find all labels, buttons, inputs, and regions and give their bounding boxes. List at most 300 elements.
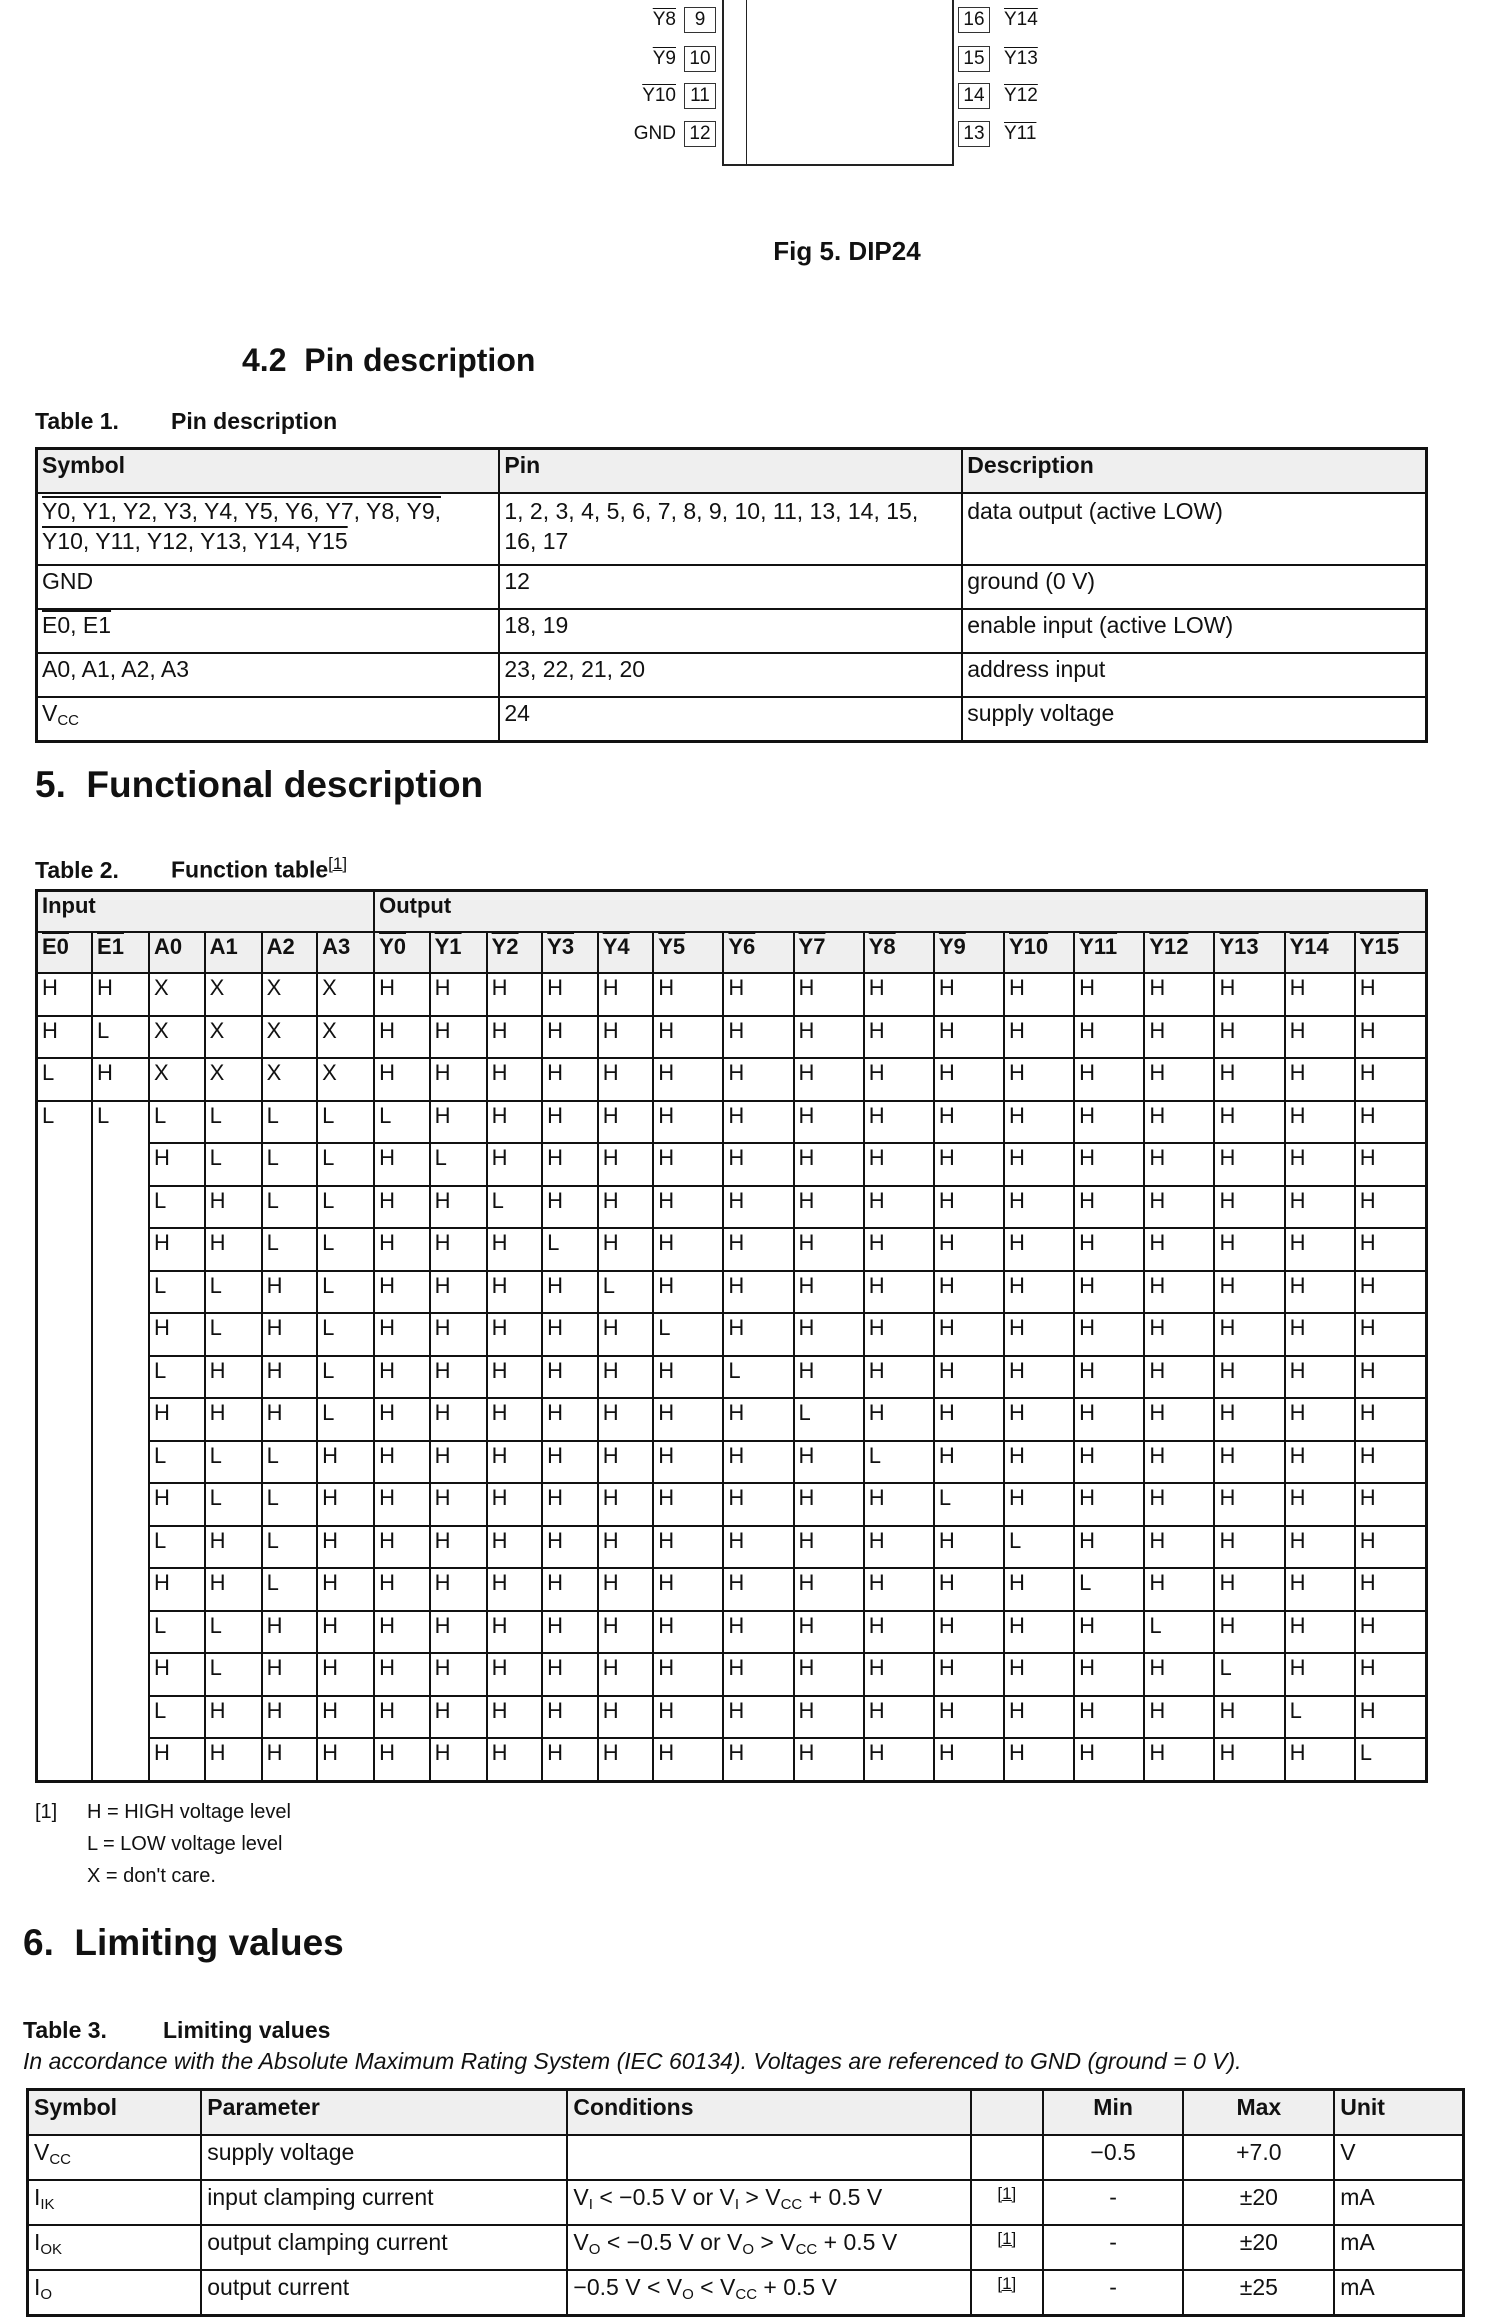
header-symbol: Symbol: [28, 2090, 202, 2136]
table-cell: H: [374, 1186, 430, 1229]
table-cell: H: [653, 1356, 723, 1399]
table-cell: X: [262, 1058, 318, 1101]
table-cell: H: [262, 1738, 318, 1781]
table-cell: H: [934, 1313, 1004, 1356]
table-cell: H: [1355, 973, 1427, 1016]
table-cell: H: [723, 1271, 793, 1314]
table-cell: H: [1355, 1228, 1427, 1271]
table-cell: H: [653, 1441, 723, 1484]
table-cell: H: [430, 1186, 487, 1229]
pin-label: Y12: [1004, 85, 1038, 106]
table-cell: H: [1004, 1441, 1074, 1484]
table-title: Limiting values: [163, 2017, 331, 2043]
pin-cell: 18, 19: [499, 609, 962, 653]
table-cell: H: [1355, 1271, 1427, 1314]
table-cell: H: [205, 1696, 262, 1739]
table-cell: H: [542, 1271, 598, 1314]
footnote-link[interactable]: [1]: [997, 2184, 1017, 2203]
table-cell: H: [542, 1313, 598, 1356]
table-cell: H: [1004, 1271, 1074, 1314]
table-cell: H: [1355, 1058, 1427, 1101]
table-cell: H: [262, 1271, 318, 1314]
table-cell: H: [1004, 1016, 1074, 1059]
table-cell: H: [1355, 1101, 1427, 1144]
table-cell: L: [317, 1398, 374, 1441]
footnote-link[interactable]: [1]: [328, 854, 348, 873]
table-cell: H: [1355, 1568, 1427, 1611]
table-row: [28, 2225, 1464, 2270]
table-cell: H: [430, 973, 487, 1016]
table-cell: H: [1074, 1483, 1144, 1526]
table-cell: H: [487, 1271, 543, 1314]
symbol-subscript: OK: [40, 2241, 63, 2258]
header-min: Min: [1043, 2090, 1184, 2136]
table-cell: L: [149, 1271, 205, 1314]
header-e0: E0: [37, 932, 93, 973]
unit-cell: mA: [1334, 2270, 1463, 2316]
subscript: CC: [795, 2241, 818, 2258]
table-cell: H: [934, 1186, 1004, 1229]
table-cell: H: [149, 1143, 205, 1186]
table-cell: H: [205, 1186, 262, 1229]
table-cell: H: [794, 1143, 864, 1186]
table-cell: H: [487, 1653, 543, 1696]
table-header-row: [28, 2090, 1464, 2136]
table-cell: H: [1144, 1186, 1214, 1229]
table-cell: H: [1285, 1313, 1355, 1356]
pin-label: Y14: [1004, 9, 1038, 30]
table-cell: H: [1214, 1356, 1284, 1399]
table-cell: H: [1074, 1611, 1144, 1654]
pin-number-box: 9: [684, 7, 716, 33]
pin-cell: 12: [499, 565, 962, 609]
pin-number-box: 16: [958, 7, 990, 33]
table-cell: L: [317, 1271, 374, 1314]
table-cell: H: [374, 1228, 430, 1271]
symbol-cell: [37, 609, 500, 653]
table-cell: H: [205, 1526, 262, 1569]
table-cell: H: [653, 1058, 723, 1101]
table-cell: H: [794, 1101, 864, 1144]
table-row: [37, 1058, 1427, 1101]
table-cell: H: [794, 1186, 864, 1229]
note-cell: [971, 2270, 1043, 2316]
table-cell: L: [598, 1271, 654, 1314]
table-cell: H: [1214, 1228, 1284, 1271]
description-cell: address input: [962, 653, 1426, 697]
description-cell: ground (0 V): [962, 565, 1426, 609]
table-cell: H: [1074, 1143, 1144, 1186]
table-cell: H: [37, 973, 93, 1016]
table-cell: L: [317, 1313, 374, 1356]
header-y4: Y4: [598, 932, 654, 973]
table-cell: H: [598, 1356, 654, 1399]
header-y8: Y8: [864, 932, 934, 973]
table-cell: L: [92, 1016, 149, 1059]
table-cell: H: [317, 1696, 374, 1739]
table-cell: L: [205, 1441, 262, 1484]
pin-cell: 24: [499, 697, 962, 742]
table-cell: H: [374, 1356, 430, 1399]
table-cell: H: [1074, 1653, 1144, 1696]
table-row: [37, 1483, 1427, 1526]
table-cell: H: [653, 1186, 723, 1229]
table-cell: H: [794, 1313, 864, 1356]
table-cell: H: [723, 1738, 793, 1781]
table-cell: H: [317, 1738, 374, 1781]
table-header-row: [37, 449, 1427, 494]
table-cell: H: [934, 1356, 1004, 1399]
table-cell: L: [205, 1653, 262, 1696]
table-cell: H: [149, 1738, 205, 1781]
header-conditions: Conditions: [567, 2090, 971, 2136]
table-cell: H: [1144, 1143, 1214, 1186]
subscript: O: [588, 2241, 601, 2258]
table-row: [37, 1568, 1427, 1611]
table-cell: H: [1285, 1441, 1355, 1484]
table-cell: H: [374, 1016, 430, 1059]
table-cell: H: [205, 1738, 262, 1781]
table-cell: H: [598, 1738, 654, 1781]
pin-line2: 16, 17: [504, 528, 569, 554]
symbol-text: V: [42, 700, 58, 726]
table-cell: H: [1285, 1526, 1355, 1569]
table-cell: H: [1355, 1186, 1427, 1229]
table-cell: H: [598, 1398, 654, 1441]
header-symbol: Symbol: [37, 449, 500, 494]
table-cell: H: [1004, 1653, 1074, 1696]
table-cell: H: [1214, 1143, 1284, 1186]
table-cell: H: [374, 1696, 430, 1739]
subscript: O: [742, 2241, 755, 2258]
table-cell: H: [864, 1228, 934, 1271]
table-cell: H: [934, 1143, 1004, 1186]
table-cell: H: [1074, 1186, 1144, 1229]
table-cell: H: [149, 1228, 205, 1271]
table-cell: H: [723, 973, 793, 1016]
table-cell: H: [374, 1143, 430, 1186]
table-cell: H: [653, 1696, 723, 1739]
table-cell: H: [934, 1271, 1004, 1314]
table-cell: H: [653, 1483, 723, 1526]
table-cell: H: [598, 973, 654, 1016]
figure-caption: Fig 5. DIP24: [773, 236, 921, 266]
pin-number-box: 13: [958, 121, 990, 147]
section-number: 5.: [35, 764, 66, 805]
table-cell: H: [934, 1696, 1004, 1739]
table-cell: H: [1355, 1526, 1427, 1569]
table-cell: H: [317, 1568, 374, 1611]
header-unit: Unit: [1334, 2090, 1463, 2136]
min-cell: −0.5: [1043, 2135, 1184, 2180]
table-row: [37, 1738, 1427, 1781]
table-cell: H: [430, 1101, 487, 1144]
table-cell: H: [864, 1611, 934, 1654]
table-cell: H: [1144, 1738, 1214, 1781]
table-cell: X: [205, 1016, 262, 1059]
table-cell: H: [374, 1058, 430, 1101]
conditions-cell: [567, 2135, 971, 2180]
header-y11: Y11: [1074, 932, 1144, 973]
table-cell: H: [1214, 1271, 1284, 1314]
table-cell: H: [653, 1228, 723, 1271]
table-cell: H: [598, 1441, 654, 1484]
function-table: [35, 889, 1428, 1783]
table-cell: H: [149, 1568, 205, 1611]
pin-label: Y13: [1004, 48, 1038, 69]
pin-label: GND: [633, 123, 676, 144]
footnote-link[interactable]: [1]: [997, 2229, 1017, 2248]
subscript: I: [588, 2196, 593, 2213]
table-cell: H: [1004, 1058, 1074, 1101]
table-cell: H: [864, 1186, 934, 1229]
table-cell: H: [542, 1398, 598, 1441]
footnote-marker: [1]: [35, 1801, 58, 1823]
table-cell: H: [934, 1016, 1004, 1059]
table2-footnotes: [35, 1796, 291, 1892]
table-cell: H: [934, 1568, 1004, 1611]
table-cell: H: [487, 1398, 543, 1441]
table-cell: H: [723, 1696, 793, 1739]
header-y1: Y1: [430, 932, 487, 973]
conditions-cell: $V_I < -0.5$ V or $V_I > V_{CC} + 0.5$ V: [567, 2180, 971, 2225]
table-cell: L: [205, 1483, 262, 1526]
section-number: 6.: [23, 1922, 54, 1963]
table-cell: H: [430, 1653, 487, 1696]
table-cell: H: [1214, 1313, 1284, 1356]
table-cell: H: [1214, 973, 1284, 1016]
table-cell: H: [1144, 1568, 1214, 1611]
table-cell: H: [794, 1611, 864, 1654]
table-cell: H: [598, 1313, 654, 1356]
table-cell: H: [794, 1016, 864, 1059]
table-cell: H: [1214, 1568, 1284, 1611]
table-cell: X: [205, 1058, 262, 1101]
header-y5: Y5: [653, 932, 723, 973]
table-cell: H: [430, 1356, 487, 1399]
table-cell: H: [542, 1441, 598, 1484]
subscript: CC: [780, 2196, 803, 2213]
table-cell: L: [262, 1101, 318, 1144]
table-cell: H: [794, 1653, 864, 1696]
table-cell: H: [542, 1653, 598, 1696]
section-number: 4.2: [242, 342, 287, 378]
table-cell: H: [794, 1526, 864, 1569]
symbol-cell: $I_{OK}$: [28, 2225, 202, 2270]
note-cell: [971, 2180, 1043, 2225]
header-a2: A2: [262, 932, 318, 973]
table-cell: L: [317, 1101, 374, 1144]
pin-description-table: [35, 447, 1428, 743]
table-cell: H: [1074, 973, 1144, 1016]
header-description: Description: [962, 449, 1426, 494]
table-cell: H: [262, 1611, 318, 1654]
table-cell: X: [149, 973, 205, 1016]
table-cell: H: [1144, 1016, 1214, 1059]
table-cell: H: [1214, 1186, 1284, 1229]
table-row: [37, 1526, 1427, 1569]
table-cell: L: [1355, 1738, 1427, 1781]
table-cell: L: [430, 1143, 487, 1186]
table-cell: H: [723, 1568, 793, 1611]
table-row: [37, 1653, 1427, 1696]
table-row: [37, 609, 1427, 653]
table-cell: H: [374, 1398, 430, 1441]
table-cell: H: [1214, 1398, 1284, 1441]
table-cell: H: [1355, 1653, 1427, 1696]
table-label: Table 3.: [23, 2017, 107, 2043]
table-cell: H: [1285, 973, 1355, 1016]
table-cell: H: [1004, 1696, 1074, 1739]
table-cell: H: [1144, 1398, 1214, 1441]
table-cell: H: [1004, 1143, 1074, 1186]
table-cell: H: [598, 1101, 654, 1144]
table-cell: H: [1074, 1738, 1144, 1781]
table-cell: H: [1004, 1356, 1074, 1399]
table-cell: H: [542, 1611, 598, 1654]
min-cell: -: [1043, 2270, 1184, 2316]
header-y13: Y13: [1214, 932, 1284, 973]
section-heading-6: [23, 1922, 344, 1964]
table-cell: L: [864, 1441, 934, 1484]
table-cell: L: [262, 1186, 318, 1229]
header-y10: Y10: [1004, 932, 1074, 973]
table-cell: L: [205, 1313, 262, 1356]
section-heading-4-2: [242, 342, 535, 379]
table-cell: H: [864, 1568, 934, 1611]
table-cell: H: [934, 1653, 1004, 1696]
table-cell: H: [487, 1526, 543, 1569]
header-y3: Y3: [542, 932, 598, 973]
table-cell: H: [598, 1016, 654, 1059]
table-cell: H: [487, 1568, 543, 1611]
table-cell: H: [1144, 1526, 1214, 1569]
table-cell: L: [262, 1483, 318, 1526]
table-cell: H: [262, 1696, 318, 1739]
table-cell: H: [374, 1653, 430, 1696]
table-cell: H: [864, 1738, 934, 1781]
limiting-values-table: [26, 2088, 1465, 2317]
table-cell: H: [598, 1483, 654, 1526]
table-cell: H: [723, 1441, 793, 1484]
header-input: Input: [37, 891, 375, 933]
e1-merged-cell: L: [92, 1101, 149, 1782]
table-cell: H: [487, 1611, 543, 1654]
table-cell: H: [262, 1653, 318, 1696]
table-cell: H: [598, 1143, 654, 1186]
table-cell: H: [723, 1058, 793, 1101]
table-cell: H: [487, 1696, 543, 1739]
table-cell: H: [542, 973, 598, 1016]
table-cell: H: [723, 1398, 793, 1441]
table-cell: H: [598, 1186, 654, 1229]
table-cell: H: [934, 973, 1004, 1016]
table-cell: L: [262, 1228, 318, 1271]
table-cell: L: [262, 1143, 318, 1186]
table-cell: H: [542, 1568, 598, 1611]
conditions-cell: $V_O < -0.5$ V or $V_O > V_{CC} + 0.5$ V: [567, 2225, 971, 2270]
table-cell: H: [864, 1101, 934, 1144]
symbol-subscript: O: [40, 2286, 53, 2303]
table-cell: H: [430, 1228, 487, 1271]
table-label: Table 1.: [35, 408, 119, 434]
table-cell: H: [487, 1441, 543, 1484]
table-cell: H: [1074, 1356, 1144, 1399]
table-cell: H: [653, 1653, 723, 1696]
note-cell: [971, 2225, 1043, 2270]
table-cell: H: [864, 1398, 934, 1441]
table-cell: H: [653, 1101, 723, 1144]
footnote-link[interactable]: [1]: [997, 2274, 1017, 2293]
table-cell: H: [653, 1398, 723, 1441]
table-cell: H: [794, 1356, 864, 1399]
table-cell: L: [317, 1356, 374, 1399]
table-cell: H: [1004, 1738, 1074, 1781]
header-a3: A3: [317, 932, 374, 973]
table-row: [37, 697, 1427, 742]
table-row: [37, 1356, 1427, 1399]
table-cell: H: [1214, 1526, 1284, 1569]
header-pin: Pin: [499, 449, 962, 494]
table-row: [37, 653, 1427, 697]
symbol-cell: $V_{CC}$: [28, 2135, 202, 2180]
table-cell: H: [374, 973, 430, 1016]
table-cell: H: [374, 1441, 430, 1484]
table-cell: H: [542, 1101, 598, 1144]
table-cell: H: [149, 1313, 205, 1356]
table-row: [28, 2270, 1464, 2316]
table-cell: H: [1144, 1483, 1214, 1526]
table1-caption: [35, 408, 337, 435]
table-cell: H: [1355, 1441, 1427, 1484]
table-cell: H: [1004, 1186, 1074, 1229]
table-cell: H: [934, 1738, 1004, 1781]
table-cell: H: [1285, 1186, 1355, 1229]
table-cell: H: [864, 1526, 934, 1569]
header-a0: A0: [149, 932, 205, 973]
table-cell: H: [723, 1611, 793, 1654]
table-cell: H: [1355, 1483, 1427, 1526]
table-cell: H: [723, 1228, 793, 1271]
table-row: [37, 1313, 1427, 1356]
table-cell: H: [1214, 1101, 1284, 1144]
symbol-cell: $I_O$: [28, 2270, 202, 2316]
table-cell: L: [542, 1228, 598, 1271]
table-cell: H: [864, 1696, 934, 1739]
table-cell: H: [1355, 1143, 1427, 1186]
pin-number-box: 14: [958, 83, 990, 109]
table-cell: H: [723, 1016, 793, 1059]
table-cell: H: [149, 1483, 205, 1526]
table-cell: H: [1285, 1271, 1355, 1314]
table-cell: H: [864, 1016, 934, 1059]
table-cell: H: [487, 1016, 543, 1059]
symbol-subscript: IK: [40, 2196, 55, 2213]
table-title: Pin description: [171, 408, 338, 434]
description-cell: supply voltage: [962, 697, 1426, 742]
table-cell: L: [1074, 1568, 1144, 1611]
table2-caption: [35, 854, 347, 884]
max-cell: ±25: [1183, 2270, 1334, 2316]
table-cell: H: [149, 1653, 205, 1696]
table-cell: H: [374, 1526, 430, 1569]
table-cell: H: [92, 1058, 149, 1101]
table-row: [37, 493, 1427, 565]
table-cell: H: [864, 973, 934, 1016]
table-cell: H: [1074, 1696, 1144, 1739]
table-cell: H: [1285, 1143, 1355, 1186]
table-cell: H: [598, 1058, 654, 1101]
